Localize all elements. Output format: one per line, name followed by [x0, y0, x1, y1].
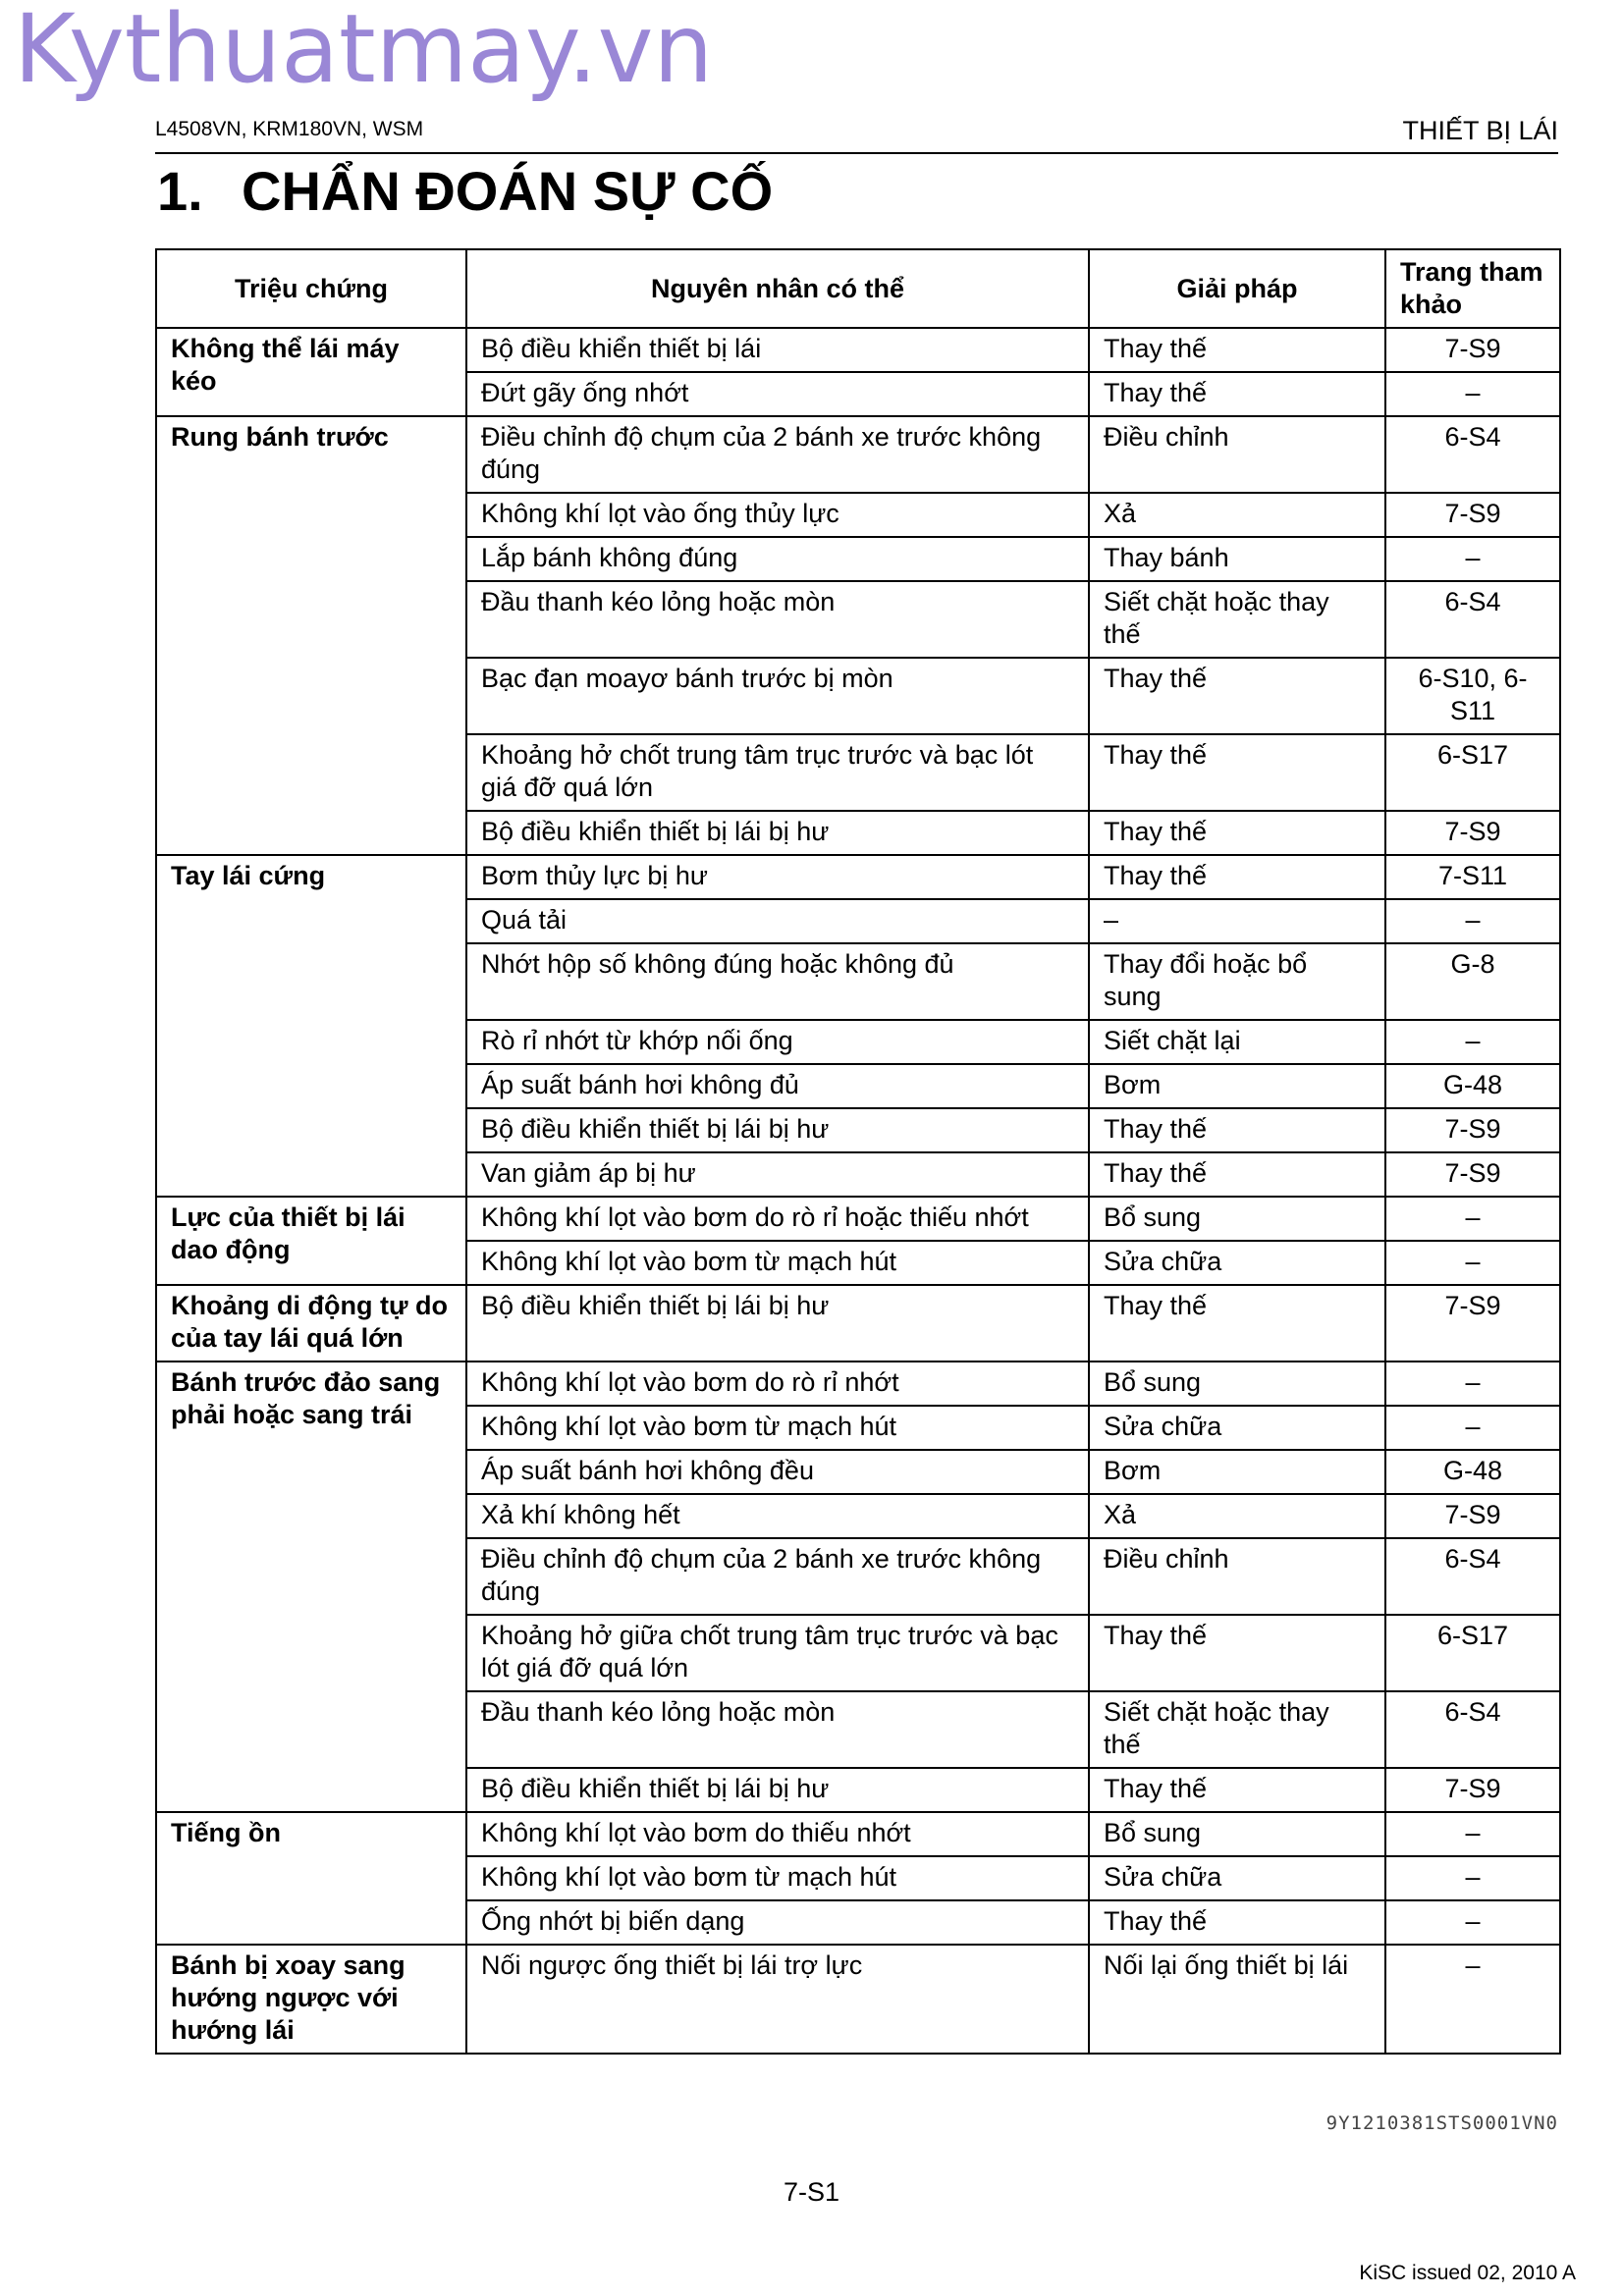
header-models: L4508VN, KRM180VN, WSM — [155, 118, 424, 140]
symptom-cell: Tiếng ồn — [156, 1812, 466, 1945]
reference-cell: 7-S9 — [1385, 811, 1560, 855]
symptom-cell: Tay lái cứng — [156, 855, 466, 1197]
issued-note: KiSC issued 02, 2010 A — [1359, 2262, 1576, 2284]
table-row — [156, 1945, 1560, 2054]
reference-cell: – — [1385, 1197, 1560, 1241]
cause-cell: Xả khí không hết — [466, 1494, 1089, 1538]
reference-cell: 7-S9 — [1385, 1152, 1560, 1197]
reference-cell: – — [1385, 1812, 1560, 1856]
cause-cell: Đầu thanh kéo lỏng hoặc mòn — [466, 581, 1089, 658]
reference-cell: 7-S9 — [1385, 1768, 1560, 1812]
solution-cell: Siết chặt hoặc thay thế — [1089, 581, 1385, 658]
header-cause: Nguyên nhân có thể — [466, 249, 1089, 328]
reference-cell: – — [1385, 1900, 1560, 1945]
title-number: 1. — [157, 160, 203, 222]
cause-cell: Điều chỉnh độ chụm của 2 bánh xe trước không đúng — [466, 1538, 1089, 1615]
reference-cell: 7-S9 — [1385, 493, 1560, 537]
solution-cell: Thay thế — [1089, 1285, 1385, 1362]
solution-cell: Thay thế — [1089, 1900, 1385, 1945]
title-text: CHẨN ĐOÁN SỰ CỐ — [242, 160, 774, 222]
solution-cell: Điều chỉnh — [1089, 1538, 1385, 1615]
reference-cell: – — [1385, 372, 1560, 416]
cause-cell: Không khí lọt vào bơm do thiếu nhớt — [466, 1812, 1089, 1856]
solution-cell: Thay thế — [1089, 658, 1385, 734]
solution-cell: Thay thế — [1089, 855, 1385, 899]
cause-cell: Khoảng hở chốt trung tâm trục trước và bạc lót giá đỡ quá lớn — [466, 734, 1089, 811]
cause-cell: Khoảng hở giữa chốt trung tâm trục trước và bạc lót giá đỡ quá lớn — [466, 1615, 1089, 1691]
cause-cell: Nhớt hộp số không đúng hoặc không đủ — [466, 943, 1089, 1020]
solution-cell: Siết chặt hoặc thay thế — [1089, 1691, 1385, 1768]
solution-cell: Sửa chữa — [1089, 1241, 1385, 1285]
cause-cell: Không khí lọt vào bơm từ mạch hút — [466, 1241, 1089, 1285]
cause-cell: Đứt gãy ống nhớt — [466, 372, 1089, 416]
cause-cell: Bộ điều khiển thiết bị lái bị hư — [466, 1768, 1089, 1812]
solution-cell: Bổ sung — [1089, 1812, 1385, 1856]
symptom-cell: Rung bánh trước — [156, 416, 466, 855]
cause-cell: Rò rỉ nhớt từ khớp nối ống — [466, 1020, 1089, 1064]
reference-cell: – — [1385, 1020, 1560, 1064]
header-rule — [155, 152, 1558, 154]
solution-cell: Bổ sung — [1089, 1197, 1385, 1241]
reference-cell: 7-S9 — [1385, 1285, 1560, 1362]
solution-cell: Thay bánh — [1089, 537, 1385, 581]
reference-cell: 6-S4 — [1385, 1538, 1560, 1615]
table-row — [156, 1285, 1560, 1362]
reference-cell: – — [1385, 537, 1560, 581]
solution-cell: Thay thế — [1089, 328, 1385, 372]
header-section: THIẾT BỊ LÁI — [1402, 116, 1558, 145]
solution-cell: Sửa chữa — [1089, 1856, 1385, 1900]
table-row — [156, 328, 1560, 372]
solution-cell: Thay thế — [1089, 811, 1385, 855]
troubleshooting-table — [155, 248, 1561, 2055]
solution-cell: Thay thế — [1089, 372, 1385, 416]
reference-cell: 6-S4 — [1385, 416, 1560, 493]
cause-cell: Không khí lọt vào ống thủy lực — [466, 493, 1089, 537]
cause-cell: Nối ngược ống thiết bị lái trợ lực — [466, 1945, 1089, 2054]
table-row — [156, 855, 1560, 899]
reference-cell: 6-S17 — [1385, 734, 1560, 811]
header-solution: Giải pháp — [1089, 249, 1385, 328]
solution-cell: Bơm — [1089, 1064, 1385, 1108]
solution-cell: – — [1089, 899, 1385, 943]
cause-cell: Không khí lọt vào bơm từ mạch hút — [466, 1856, 1089, 1900]
cause-cell: Điều chỉnh độ chụm của 2 bánh xe trước không đúng — [466, 416, 1089, 493]
reference-cell: 7-S11 — [1385, 855, 1560, 899]
cause-cell: Đầu thanh kéo lỏng hoặc mòn — [466, 1691, 1089, 1768]
cause-cell: Van giảm áp bị hư — [466, 1152, 1089, 1197]
cause-cell: Áp suất bánh hơi không đủ — [466, 1064, 1089, 1108]
cause-cell: Bộ điều khiển thiết bị lái bị hư — [466, 1108, 1089, 1152]
solution-cell: Nối lại ống thiết bị lái — [1089, 1945, 1385, 2054]
symptom-cell: Bánh bị xoay sang hướng ngược với hướng lái — [156, 1945, 466, 2054]
reference-cell: G-48 — [1385, 1450, 1560, 1494]
solution-cell: Siết chặt lại — [1089, 1020, 1385, 1064]
table-row — [156, 1362, 1560, 1406]
reference-cell: – — [1385, 1406, 1560, 1450]
symptom-cell: Không thể lái máy kéo — [156, 328, 466, 416]
reference-cell: – — [1385, 1945, 1560, 2054]
cause-cell: Bạc đạn moayơ bánh trước bị mòn — [466, 658, 1089, 734]
reference-cell: 7-S9 — [1385, 1108, 1560, 1152]
reference-cell: – — [1385, 1362, 1560, 1406]
solution-cell: Thay thế — [1089, 1108, 1385, 1152]
header-reference-page: Trang tham khảo — [1385, 249, 1560, 328]
reference-cell: G-48 — [1385, 1064, 1560, 1108]
symptom-cell: Lực của thiết bị lái dao động — [156, 1197, 466, 1285]
solution-cell: Bơm — [1089, 1450, 1385, 1494]
symptom-cell: Khoảng di động tự do của tay lái quá lớn — [156, 1285, 466, 1362]
table-row — [156, 416, 1560, 493]
solution-cell: Thay thế — [1089, 1615, 1385, 1691]
table-header-row — [156, 249, 1560, 328]
reference-cell: 6-S4 — [1385, 1691, 1560, 1768]
solution-cell: Bổ sung — [1089, 1362, 1385, 1406]
page-number: 7-S1 — [783, 2177, 840, 2207]
symptom-cell: Bánh trước đảo sang phải hoặc sang trái — [156, 1362, 466, 1812]
page-title — [157, 159, 773, 223]
cause-cell: Quá tải — [466, 899, 1089, 943]
cause-cell: Không khí lọt vào bơm từ mạch hút — [466, 1406, 1089, 1450]
reference-cell: 6-S17 — [1385, 1615, 1560, 1691]
table-body — [156, 328, 1560, 2054]
solution-cell: Thay đổi hoặc bổ sung — [1089, 943, 1385, 1020]
cause-cell: Bộ điều khiển thiết bị lái bị hư — [466, 811, 1089, 855]
reference-cell: – — [1385, 899, 1560, 943]
cause-cell: Bơm thủy lực bị hư — [466, 855, 1089, 899]
cause-cell: Lắp bánh không đúng — [466, 537, 1089, 581]
solution-cell: Thay thế — [1089, 734, 1385, 811]
cause-cell: Không khí lọt vào bơm do rò rỉ hoặc thiếu nhớt — [466, 1197, 1089, 1241]
reference-cell: – — [1385, 1856, 1560, 1900]
solution-cell: Thay thế — [1089, 1768, 1385, 1812]
cause-cell: Áp suất bánh hơi không đều — [466, 1450, 1089, 1494]
reference-cell: G-8 — [1385, 943, 1560, 1020]
cause-cell: Không khí lọt vào bơm do rò rỉ nhớt — [466, 1362, 1089, 1406]
header-symptom: Triệu chứng — [156, 249, 466, 328]
cause-cell: Bộ điều khiển thiết bị lái — [466, 328, 1089, 372]
document-code: 9Y1210381STS0001VN0 — [1325, 2112, 1558, 2134]
table-row — [156, 1197, 1560, 1241]
reference-cell: 6-S10, 6-S11 — [1385, 658, 1560, 734]
reference-cell: 7-S9 — [1385, 1494, 1560, 1538]
solution-cell: Xả — [1089, 1494, 1385, 1538]
watermark-logo: Kythuatmay.vn — [14, 0, 714, 104]
reference-cell: – — [1385, 1241, 1560, 1285]
solution-cell: Xả — [1089, 493, 1385, 537]
reference-cell: 7-S9 — [1385, 328, 1560, 372]
table-row — [156, 1812, 1560, 1856]
solution-cell: Sửa chữa — [1089, 1406, 1385, 1450]
solution-cell: Điều chỉnh — [1089, 416, 1385, 493]
reference-cell: 6-S4 — [1385, 581, 1560, 658]
cause-cell: Ống nhớt bị biến dạng — [466, 1900, 1089, 1945]
solution-cell: Thay thế — [1089, 1152, 1385, 1197]
cause-cell: Bộ điều khiển thiết bị lái bị hư — [466, 1285, 1089, 1362]
